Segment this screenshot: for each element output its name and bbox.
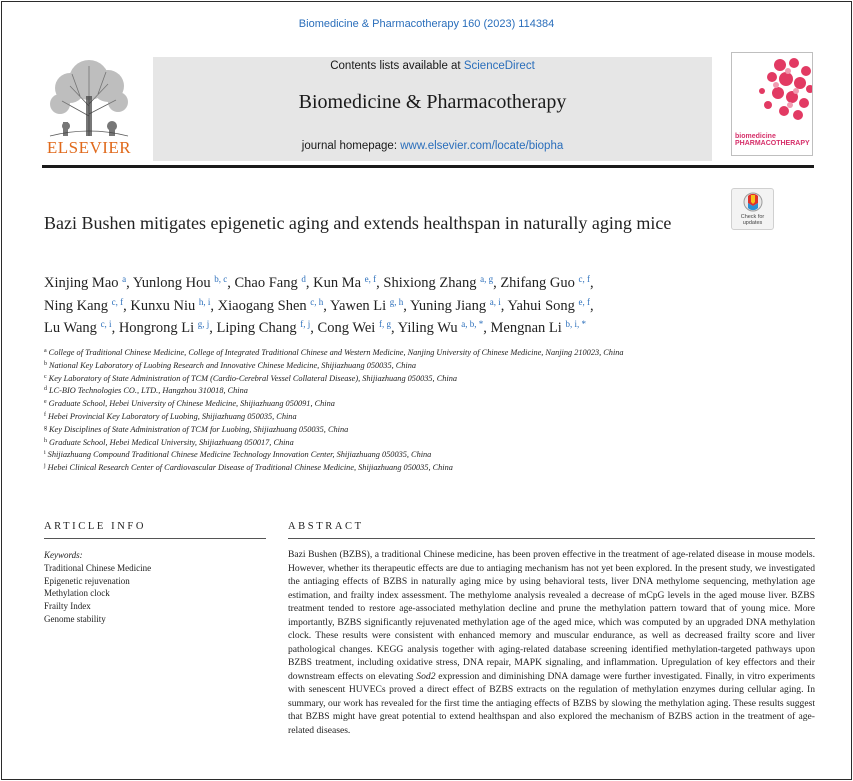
keywords-label: Keywords: <box>44 550 83 560</box>
author[interactable]: Zhifang Guo $^{c, f}$ <box>500 274 590 291</box>
author-affiliation-marks[interactable]: g, h <box>389 296 404 307</box>
author-affiliation-marks[interactable]: a, g <box>480 274 494 284</box>
article-page <box>1 1 852 780</box>
abstract-heading: ABSTRACT <box>288 521 364 532</box>
author[interactable]: Yahui Song $^{e, f}$ <box>507 296 591 314</box>
affiliation: $^j$ Hebei Clinical Research Center of Cardiovascular Disease of Traditional Chinese Medicine, Shijiazhuang 050035, China <box>44 463 453 473</box>
author[interactable]: Hongrong Li $^{g, j}$ <box>118 319 210 336</box>
affiliation: $^b$ National Key Laboratory of Luobing Research and Innovative Chinese Medicine, Shijiazhuang 050035, China <box>44 360 417 370</box>
affiliation: $^d$ LC-BIO Technologies CO., LTD., Hangzhou 310018, China <box>44 386 248 396</box>
sciencedirect-link[interactable]: ScienceDirect <box>463 60 535 72</box>
journal-banner <box>153 57 712 161</box>
crossmark-badge[interactable] <box>731 188 774 230</box>
article-info-divider <box>44 538 266 539</box>
crossmark-label-line2: updates <box>742 220 763 226</box>
cover-title-line2: PHARMACOTHERAPY <box>735 140 810 147</box>
affiliation: $^c$ Key Laboratory of State Administration of TCM (Cardio-Cerebral Vessel Collateral Disease), Shijiazhuang 050035, China <box>44 373 457 383</box>
author-affiliation-marks[interactable]: e, f <box>364 274 377 284</box>
keywords-section <box>44 549 264 626</box>
contents-prefix: Contents lists available at <box>330 60 464 72</box>
author[interactable]: Chao Fang $^d$ <box>234 274 306 291</box>
author-list: Xinjing Mao $^a$, Yunlong Hou $^{b, c}$, Chao Fang $^d$, Kun Ma $^{e, f}$, Shixiong Zhang $^{a, g}$, Zhifang Guo $^{c, f}$, Ning Kang $^{c, f}$, Kunxu Niu $^{h, i}$, Xiaogang Shen $^{c, h}$, Yawen Li $^{g, h}$, Yuning Jiang $^{a, i}$, Yahui Song $^{e, f}$, Lu Wang $^{c, i}$, Hongrong Li $^{g, j}$, Liping Chang $^{f, j}$, Cong Wei $^{f, g}$, Yiling Wu $^{a, b, *}$, Mengnan Li $^{b, i, *}$ <box>44 274 594 336</box>
keyword: Traditional Chinese Medicine <box>44 562 152 573</box>
author[interactable]: Yunlong Hou $^{b, c}$ <box>132 274 228 291</box>
abstract-text: Bazi Bushen (BZBS), a traditional Chinese medicine, has been proven effective in the treatment of age-related disease in mouse models. However, whether its therapeutic effects are due to antiaging mechanism has not yet been explored. In the present study, we investigated the antiaging effects of BZBS in naturally aging mice by using behavioral tests, liver DNA methylome sequencing, methylation age estimation, and frailty index assessment. The methylome analysis revealed a decrease of mCpG levels in the aged mouse liver. BZBS treatment tended to restore age-associated methylation decline and prune the methylation pattern toward that of young mice. More importantly, BZBS significantly rejuvenated methylation age of the aged mice, which was computed by an upgraded DNA methylation clock. These results were consistent with enhanced memory and muscular endurance, as well as decreased frailty score and liver pathological changes. KEGG analysis together with aging-related database screening identified methylation-targeted pathways upon BZBS treatment, including oxidative stress, DNA repair, MAPK signaling, and inflammation. Upregulation of key effectors and their downstream effects on elevating Sod2 expression and diminishing DNA damage were further investigated. Finally, in vitro experiments with senescent HUVECs proved a direct effect of BZBS extracts on the regulation of methylation enzymes during cellular aging. In summary, our work has revealed for the first time the antiaging effects of BZBS by slowing the methylation aging. These results suggest that BZBS might have great potential to extend healthspan and also explored the mechanism of BZBS action in the treatment of age-related diseases. <box>288 549 815 736</box>
author[interactable]: Liping Chang $^{f, j}$ <box>216 319 311 336</box>
author-affiliation-marks[interactable]: a <box>122 274 127 284</box>
author[interactable]: Xiaogang Shen $^{c, h}$ <box>217 296 324 314</box>
author[interactable]: Kunxu Niu $^{h, i}$ <box>130 296 211 314</box>
keyword: Frailty Index <box>44 601 91 612</box>
author[interactable]: Yiling Wu $^{a, b, *}$ <box>397 319 484 336</box>
paper-title: Bazi Bushen mitigates epigenetic aging and extends healthspan in naturally aging mice <box>44 213 672 233</box>
author-affiliation-marks[interactable]: b, i, * <box>565 319 586 329</box>
article-info-heading: ARTICLE INFO <box>44 521 147 532</box>
affiliation: $^e$ Graduate School, Hebei University of Chinese Medicine, Shijiazhuang 050091, China <box>44 399 335 409</box>
keyword: Genome stability <box>44 613 106 624</box>
affiliation: $^h$ Graduate School, Hebei Medical University, Shijiazhuang 050017, China <box>44 437 294 447</box>
affiliation: $^i$ Shijiazhuang Compound Traditional Chinese Medicine Technology Innovation Center, Shijiazhuang 050035, China <box>44 450 432 460</box>
contents-line <box>153 60 712 72</box>
author[interactable]: Mengnan Li $^{b, i, *}$ <box>490 319 586 336</box>
author[interactable]: Yuning Jiang $^{a, i}$ <box>409 296 501 314</box>
author-affiliation-marks[interactable]: b, c <box>214 274 228 284</box>
crossmark-label <box>732 214 773 226</box>
affiliation: $^a$ College of Traditional Chinese Medicine, College of Integrated Traditional Chinese and Western Medicine, Nanjing University of Chinese Medicine, Nanjing 210023, China <box>44 348 624 357</box>
author[interactable]: Cong Wei $^{f, g}$ <box>317 319 391 336</box>
author-affiliation-marks[interactable]: g, j <box>197 319 210 329</box>
publisher-name: ELSEVIER <box>46 138 132 157</box>
cover-title <box>735 133 811 147</box>
author-affiliation-marks[interactable]: c, i <box>100 319 112 329</box>
journal-cover-image[interactable] <box>731 52 813 156</box>
author-affiliation-marks[interactable]: a, i <box>489 296 501 307</box>
author-affiliation-marks[interactable]: h, i <box>198 296 211 307</box>
author[interactable]: Kun Ma $^{e, f}$ <box>313 274 377 291</box>
homepage-line <box>153 140 712 152</box>
author-affiliation-marks[interactable]: a, b, * <box>461 319 484 329</box>
header-divider <box>42 165 814 168</box>
gene-name: Sod2 <box>416 670 436 682</box>
author[interactable]: Lu Wang $^{c, i}$ <box>44 319 112 336</box>
crossmark-label-line1: Check for <box>740 214 765 220</box>
journal-citation[interactable]: Biomedicine & Pharmacotherapy 160 (2023) 114384 <box>298 18 555 30</box>
author-affiliation-marks[interactable]: d <box>301 274 306 284</box>
author[interactable]: Shixiong Zhang $^{a, g}$ <box>383 274 494 291</box>
affiliation: $^f$ Hebei Provincial Key Laboratory of Luobing, Shijiazhuang 050035, China <box>44 411 297 421</box>
author[interactable]: Xinjing Mao $^a$ <box>44 274 127 291</box>
author-affiliation-marks[interactable]: e, f <box>578 296 591 307</box>
author-affiliation-marks[interactable]: c, f <box>578 274 590 284</box>
author-affiliation-marks[interactable]: f, j <box>300 319 311 329</box>
author[interactable]: Ning Kang $^{c, f}$ <box>44 296 124 314</box>
homepage-prefix: journal homepage: <box>301 140 401 152</box>
abstract-divider <box>288 538 815 539</box>
journal-homepage-link[interactable]: www.elsevier.com/locate/biopha <box>400 140 564 152</box>
author-affiliation-marks[interactable]: c, f <box>111 296 124 307</box>
keyword: Methylation clock <box>44 588 110 599</box>
cover-title-line1: biomedicine <box>735 133 776 140</box>
author-affiliation-marks[interactable]: c, h <box>310 296 324 307</box>
journal-title: Biomedicine & Pharmacotherapy <box>298 91 567 113</box>
keyword: Epigenetic rejuvenation <box>44 575 130 586</box>
author-affiliation-marks[interactable]: f, g <box>378 319 391 329</box>
affiliation: $^g$ Key Disciplines of State Administration of TCM for Luobing, Shijiazhuang 050035, China <box>44 424 349 434</box>
affiliation-list <box>44 346 744 474</box>
author[interactable]: Yawen Li $^{g, h}$ <box>330 296 404 314</box>
